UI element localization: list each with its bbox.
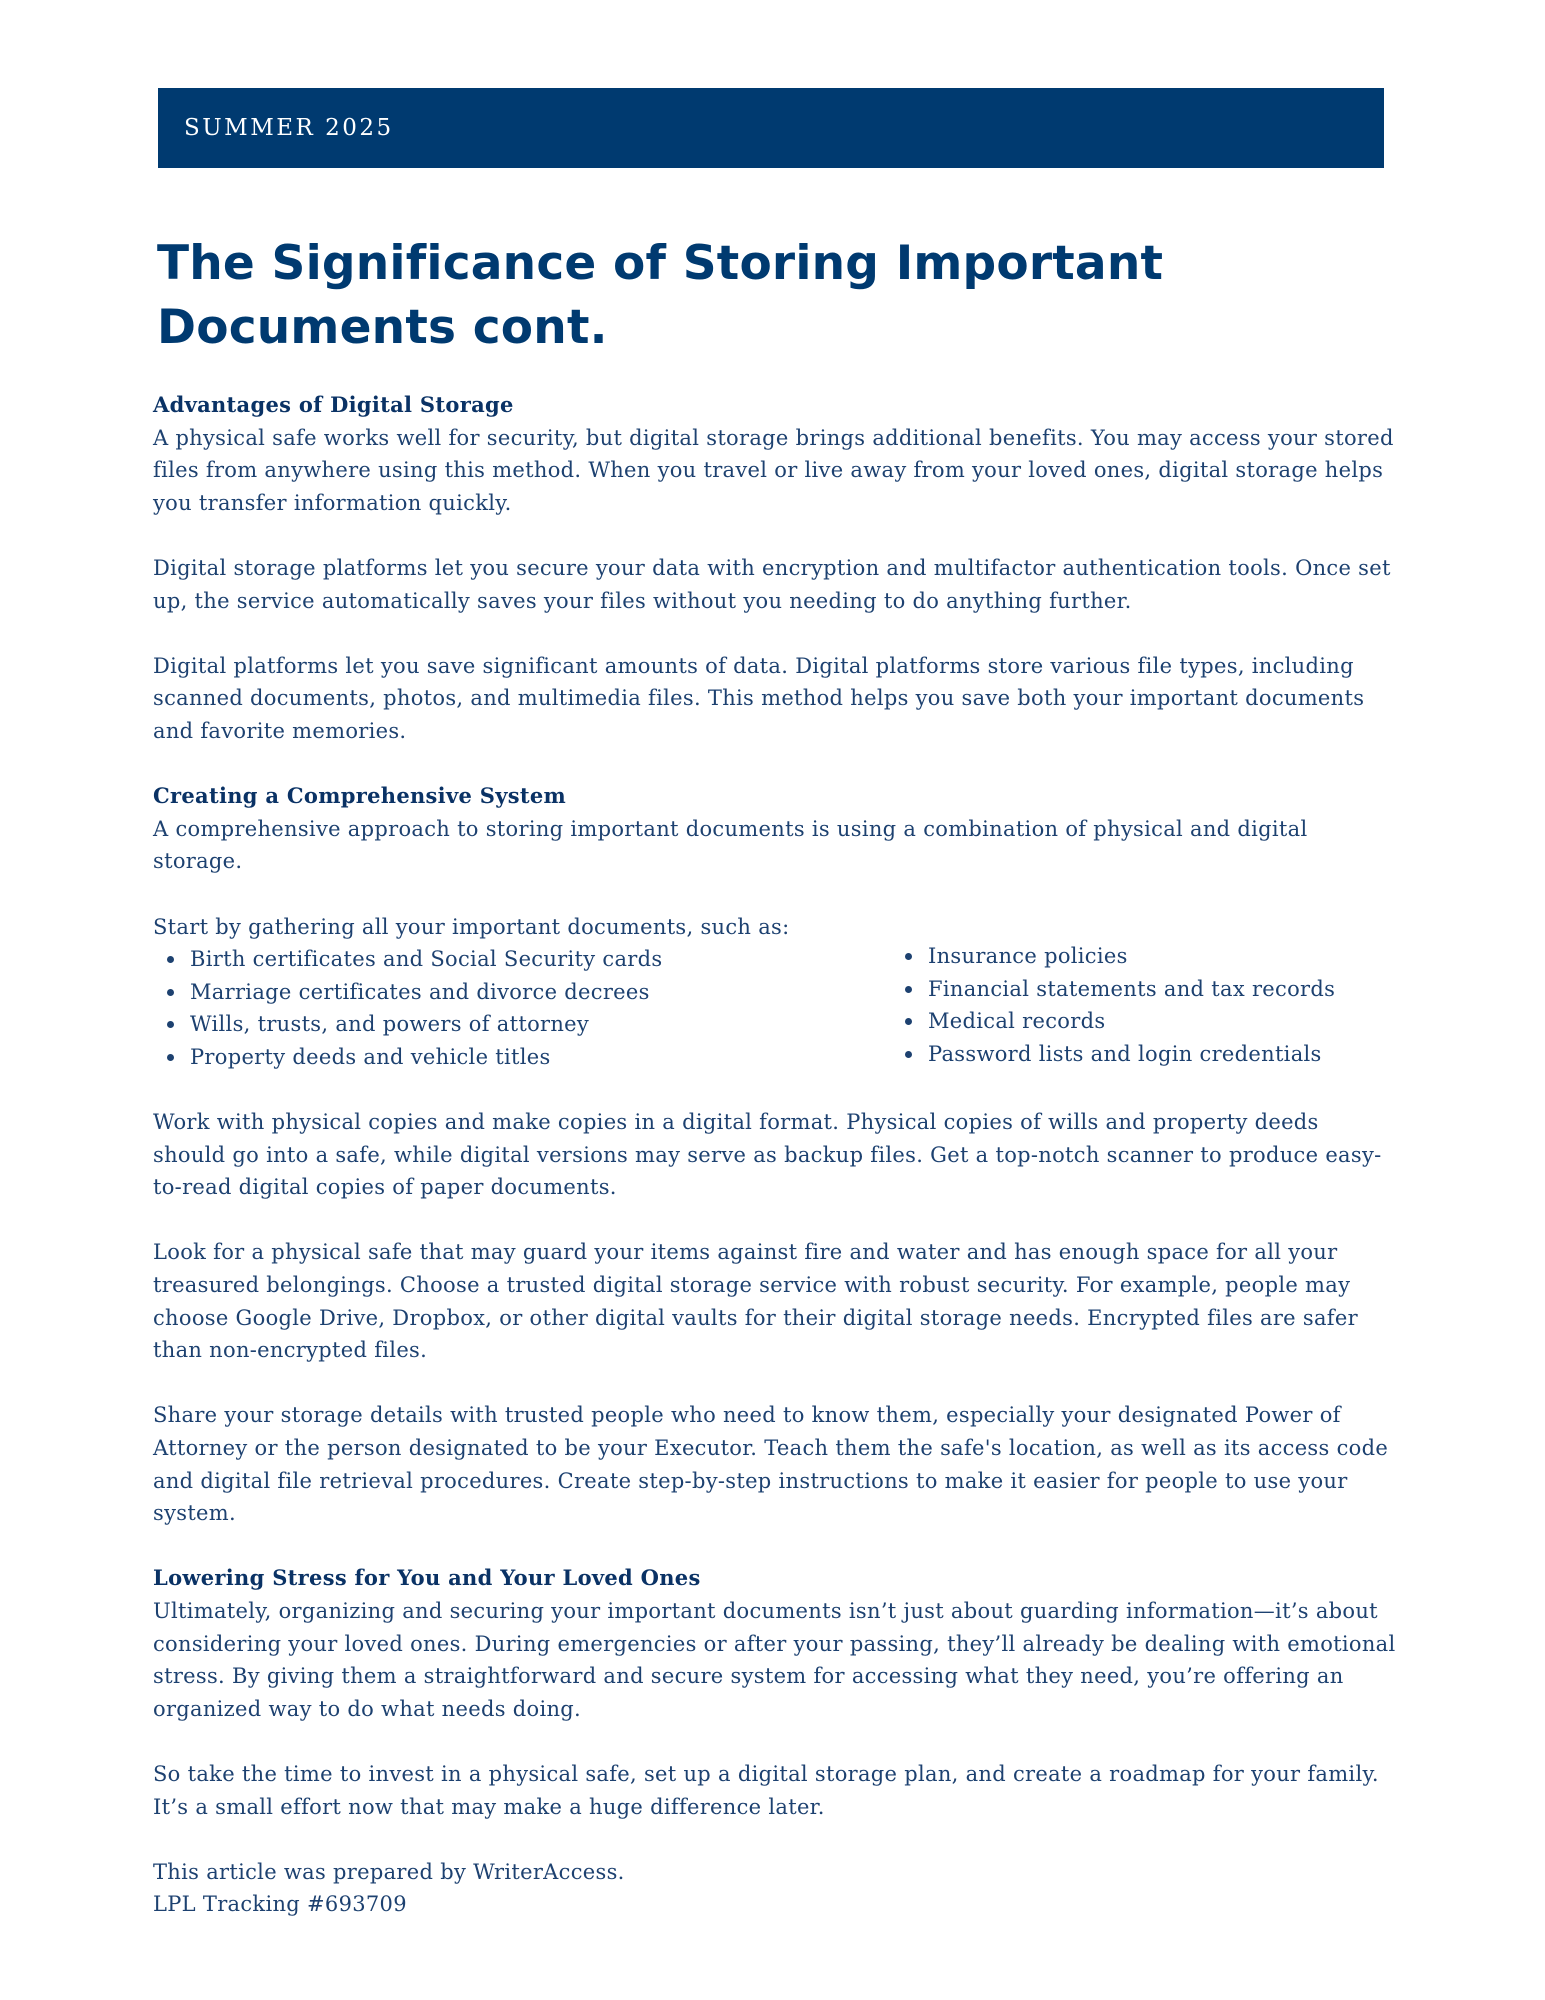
list-item: Wills, trusts, and powers of attorney: [153, 1008, 891, 1041]
issue-label: SUMMER 2025: [184, 115, 394, 141]
paragraph: Share your storage details with trusted people who need to know them, especially your designated Power of Attorney or the person designated to be your Executor. Teach them the safe's location, as well as its access code and digital file retrieval procedures. Create step-by-step instructions to make it easier for people to use your system.: [153, 1403, 1389, 1526]
list-item: Property deeds and vehicle titles: [153, 1041, 891, 1074]
article-credit: This article was prepared by WriterAccess.: [153, 1859, 625, 1884]
section-heading-digital-storage: Advantages of Digital Storage: [153, 392, 514, 417]
document-list: [153, 943, 1398, 1073]
paragraph: Ultimately, organizing and securing your important documents isn’t just about guarding information—it’s about considering your loved ones. During emergencies or after your passing, they’ll already be dealing with emotional stress. By giving them a straightforward and secure system for accessing what they need, you’re offering an organized way to do what needs doing.: [153, 1598, 1396, 1721]
list-item: Password lists and login credentials: [891, 1038, 1335, 1071]
tracking-number: LPL Tracking #693709: [153, 1892, 407, 1917]
list-intro: Start by gathering all your important documents, such as:: [153, 914, 790, 939]
page-title: [157, 232, 1307, 360]
paragraph: Work with physical copies and make copies in a digital format. Physical copies of wills and property deeds should go into a safe, while digital versions may serve as backup files. Get a top-notch scanner to produce easy-to-read digital copies of paper documents.: [153, 1110, 1382, 1200]
list-item: Marriage certificates and divorce decrees: [153, 976, 891, 1009]
list-item: Medical records: [891, 1005, 1335, 1038]
paragraph: Digital storage platforms let you secure your data with encryption and multifactor authentication tools. Once set up, the service automatically saves your files without you needing to do anything further.: [153, 555, 1391, 613]
section-heading-lowering-stress: Lowering Stress for You and Your Loved Ones: [153, 1565, 701, 1591]
paragraph: Look for a physical safe that may guard your items against fire and water and has enough space for all your treasured belongings. Choose a trusted digital storage service with robust security. For example, people may choose Google Drive, Dropbox, or other digital vaults for their digital storage needs. Encrypted files are safer than non-encrypted files.: [153, 1240, 1358, 1363]
issue-banner: [158, 88, 1384, 168]
paragraph: A comprehensive approach to storing important documents is using a combination of physical and digital storage.: [153, 816, 1308, 874]
paragraph: A physical safe works well for security, but digital storage brings additional benefits. You may access your stored files from anywhere using this method. When you travel or live away from your loved ones, digital storage helps you transfer information quickly.: [153, 425, 1394, 515]
list-item: Financial statements and tax records: [891, 973, 1335, 1006]
article-body: [153, 389, 1398, 1921]
list-item: Insurance policies: [891, 940, 1335, 973]
list-item: Birth certificates and Social Security cards: [153, 943, 891, 976]
document-list-left: [153, 943, 891, 1073]
page-title-line-1: The Significance of Storing Important: [157, 236, 1164, 291]
document-list-right: [891, 940, 1335, 1073]
paragraph: So take the time to invest in a physical safe, set up a digital storage plan, and create a roadmap for your family. It’s a small effort now that may make a huge difference later.: [153, 1761, 1379, 1819]
section-heading-comprehensive-system: Creating a Comprehensive System: [153, 783, 566, 809]
page-title-line-2: Documents cont.: [157, 300, 608, 355]
paragraph: Digital platforms let you save significant amounts of data. Digital platforms store various file types, including scanned documents, photos, and multimedia files. This method helps you save both your important documents and favorite memories.: [153, 653, 1365, 743]
